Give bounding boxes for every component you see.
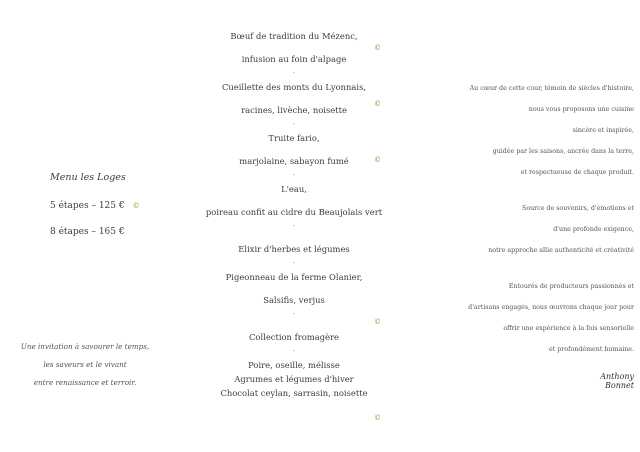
course-item <box>196 321 392 344</box>
intro-text <box>440 78 634 360</box>
course-line: Chocolat ceylan, sarrasin, noisette <box>220 388 368 398</box>
quote-line: Une invitation à savourer le temps, <box>20 342 150 351</box>
chef-signature: Anthony Bonnet <box>600 372 634 390</box>
intro-line: Au cœur de cette cour, témoin de siècles d'histoire, <box>469 85 634 92</box>
course-separator: - <box>292 347 296 355</box>
course-item <box>196 29 392 66</box>
course-item <box>196 80 392 117</box>
invitation-quote <box>10 338 160 392</box>
copyright-icon: © <box>374 318 381 326</box>
price-label: 5 étapes – 125 € <box>50 201 125 211</box>
intro-line: guidée par les saisons, ancrée dans la terre, <box>492 148 634 155</box>
course-separator: - <box>292 171 296 179</box>
course-item <box>196 270 392 307</box>
course-line: Bœuf de tradition du Mézenc, <box>230 31 358 41</box>
copyright-icon: © <box>132 202 140 210</box>
course-list <box>196 29 392 400</box>
course-line: Pigeonneau de la ferme Olanier, <box>225 272 363 282</box>
course-line: infusion au foin d'alpage <box>241 54 347 64</box>
course-line: L'eau, <box>281 184 307 194</box>
intro-line: et profondément humaine. <box>549 346 634 353</box>
intro-line: sincère et inspirée, <box>572 127 634 134</box>
price-label: 8 étapes – 165 € <box>50 227 125 237</box>
course-line: Poire, oseille, mélisse <box>248 360 340 370</box>
copyright-icon: © <box>374 44 381 52</box>
course-line: Agrumes et légumes d'hiver <box>234 374 354 384</box>
menu-title: Menu les Loges <box>50 172 126 183</box>
intro-line: d'une profonde exigence, <box>553 226 634 233</box>
course-line: Truite fario, <box>268 133 320 143</box>
course-separator: - <box>292 222 296 230</box>
course-item <box>196 182 392 219</box>
copyright-icon: © <box>374 414 381 422</box>
price-row-8 <box>50 219 160 245</box>
course-separator: - <box>292 120 296 128</box>
course-item <box>196 358 392 400</box>
intro-line: d'artisans engagés, nous œuvrons chaque jour pour <box>468 304 634 311</box>
course-line: Elixir d'herbes et légumes <box>238 244 350 254</box>
intro-line: nous vous proposons une cuisine <box>528 106 634 113</box>
quote-line: les saveurs et le vivant <box>43 360 127 369</box>
intro-line: et respectueuse de chaque produit. <box>520 169 634 176</box>
quote-line: entre renaissance et terroir. <box>33 378 137 387</box>
menu-summary <box>50 172 160 245</box>
course-line: marjolaine, sabayon fumé <box>239 156 349 166</box>
course-line: poireau confit au cidre du Beaujolais vert <box>205 207 383 217</box>
copyright-icon: © <box>374 156 381 164</box>
course-separator: - <box>292 259 296 267</box>
intro-line: offrir une expérience à la fois sensorielle <box>503 325 634 332</box>
course-separator: - <box>292 69 296 77</box>
intro-line: Source de souvenirs, d'émotions et <box>522 205 634 212</box>
course-separator: - <box>292 310 296 318</box>
price-row-5 <box>50 193 160 219</box>
course-line: Collection fromagère <box>249 332 339 342</box>
course-item <box>196 131 392 168</box>
intro-line: notre approche allie authenticité et créativité <box>488 247 634 254</box>
intro-line: Entourés de producteurs passionnés et <box>508 283 634 290</box>
course-line: Salsifis, verjus <box>263 295 325 305</box>
course-item <box>196 233 392 256</box>
copyright-icon: © <box>374 100 381 108</box>
course-line: racines, livèche, noisette <box>241 105 347 115</box>
course-line: Cueillette des monts du Lyonnais, <box>221 82 367 92</box>
